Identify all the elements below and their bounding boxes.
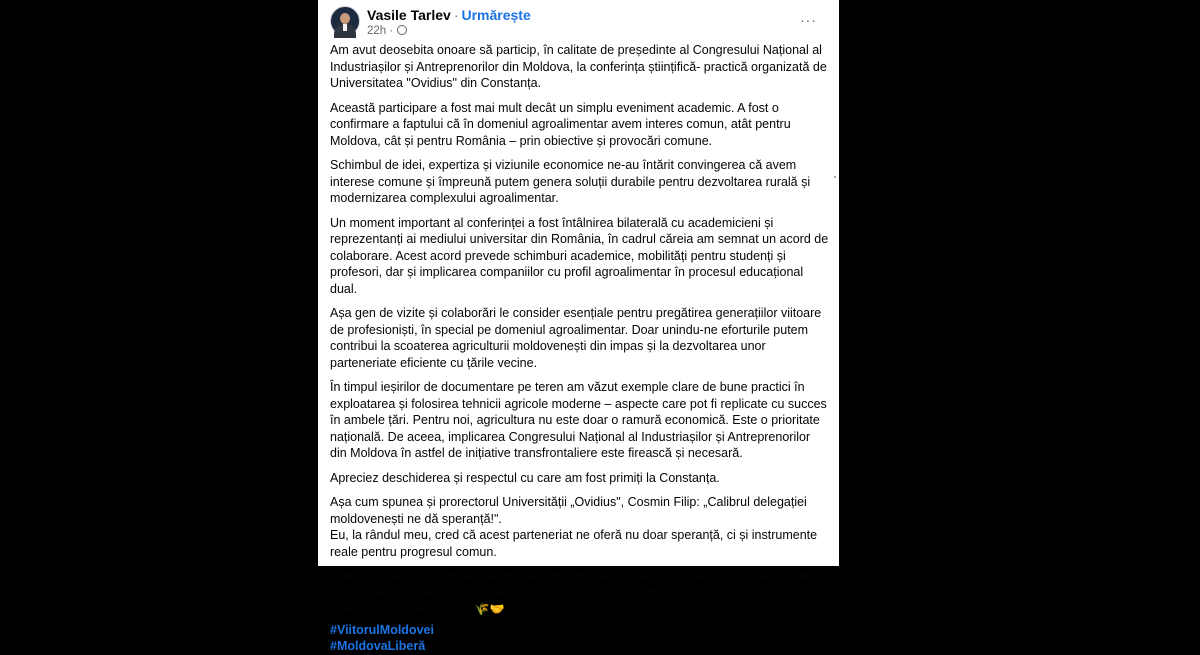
post-paragraph-4: Un moment important al conferinței a fost întâlnirea bilaterală cu academicieni și reprezentanți ai mediului universitar din România, în cadrul căreia am semnat un acord de colaborare. Acest acord prevede schimburi academice, mobilități pentru studenți și profesori, dar și implicarea companiilor cu profil agroalimentar în procesul educațional dual. (330, 215, 829, 296)
follow-button[interactable]: Urmărește (461, 7, 531, 23)
post-paragraph-7: Apreciez deschiderea și respectul cu care am fost primiți la Constanța. (330, 470, 720, 485)
more-options-icon[interactable]: ··· (800, 12, 817, 28)
wheat-handshake-emoji: 🌾🤝 (474, 602, 505, 616)
post-meta (367, 25, 407, 38)
avatar-face (340, 13, 350, 24)
globe-icon (397, 25, 407, 35)
hashtag-list (330, 622, 830, 655)
author-line (367, 7, 531, 23)
facebook-post-card (318, 0, 839, 653)
post-header (330, 6, 827, 40)
post-paragraph-1: Am avut deosebita onoare să particip, în calitate de președinte al Congresului Național al Industriașilor și Antreprenorilor din Moldova, la conferința științifică- practică organizată de Universitatea "Ovidius" din Constanța. (330, 43, 827, 90)
post-paragraph-2: Această participare a fost mai mult decât un simplu eveniment academic. A fost o confirmare a faptului că în domeniul agroalimentar avem interes comun, atât pentru Moldova, cât și pentru România – prin obiective și provocări comune. (330, 100, 791, 148)
post-paragraph-8: Așa cum spunea și prorectorul Universității „Ovidius", Cosmin Filip: „Calibrul delegației moldovenești ne dă speranță!". Eu, la rândul meu, cred că acest parteneriat ne oferă nu doar speranță, ci și instrumente reale pentru progresul comun. (330, 495, 818, 559)
avatar-shirt (343, 24, 347, 31)
post-paragraph-3: Schimbul de idei, expertiza și viziunile economice ne-au întărit convingerea că avem interese comune și împreună putem genera soluții durabile pentru dezvoltarea rurală și modernizarea complexului agroalimentar. (330, 158, 811, 205)
author-avatar[interactable] (330, 6, 360, 36)
post-paragraph-6: În timpul ieșirilor de documentare pe teren am văzut exemple clare de bune practici în exploatarea și folosirea tehnicii agricole moderne – aspecte care pot fi replicate cu succes în ambele țări. Pentru noi, agricultura nu este doar o ramură economică. Este o prioritate națională. De aceea, implicarea Congresului Național al Industriașilor și Antreprenorilor din Moldova în astfel de inițiative transfrontaliere este firească și necesară. (330, 380, 827, 460)
hashtag-moldova-libera[interactable]: #MoldovaLiberă (330, 639, 426, 653)
post-time[interactable]: 22h (367, 25, 387, 37)
post-body (330, 42, 830, 655)
post-paragraph-5: Așa gen de vizite și colaborări le consider esențiale pentru pregătirea generațiilor viitoare de profesioniști, în special pe domeniul agroalimentar. Doar unindu-ne eforturile putem contribui la scoaterea agriculturii moldovenești din impas și la dezvoltarea unor parteneriate eficiente cu țările vecine. (330, 306, 822, 370)
author-name[interactable]: Vasile Tarlev (367, 7, 451, 23)
name-separator: · (453, 7, 459, 23)
hashtag-viitorul-moldovei[interactable]: #ViitorulMoldovei (330, 622, 434, 637)
closing-text: Cred că doar prin astfel de parteneriate putem moderniza agricultura și construi un viitor durabil pentru tinerii noștri. Agricultura este o prioritate pentru Moldova, iar colaborarea cu România este binevenită! (330, 569, 827, 616)
post-paragraph-9 (330, 568, 830, 618)
time-separator: · (389, 25, 394, 37)
scroll-marker (834, 176, 836, 178)
